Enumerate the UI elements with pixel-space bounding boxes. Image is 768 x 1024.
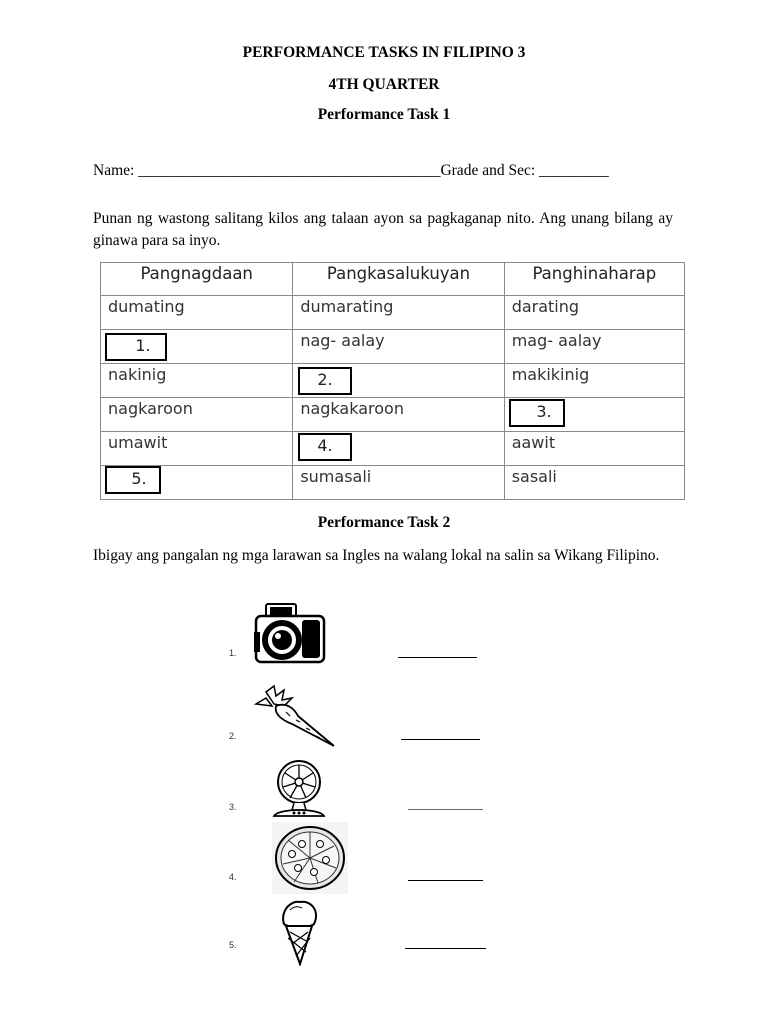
item-number: 5. [229, 940, 237, 950]
table-row [101, 466, 685, 500]
item-number: 4. [229, 872, 237, 882]
document-title: PERFORMANCE TASKS IN FILIPINO 3 [242, 44, 526, 61]
answer-box-label: 2. [317, 370, 333, 389]
item-number: 1. [229, 648, 237, 658]
table-cell: dumating [101, 296, 293, 330]
answer-box-label: 1. [135, 336, 151, 355]
header-pangkasalukuyan: Pangkasalukuyan [293, 263, 504, 296]
item-number: 3. [229, 802, 237, 812]
task1-heading: Performance Task 1 [317, 106, 451, 123]
answer-line-2[interactable] [401, 739, 480, 740]
table-row [101, 296, 685, 330]
table-cell: sumasali [293, 466, 504, 500]
table-cell: makikinig [504, 364, 684, 398]
table-row [101, 398, 685, 432]
fan-icon [266, 758, 332, 820]
camera-icon [252, 602, 332, 670]
quarter-heading: 4TH QUARTER [328, 76, 440, 93]
header-pangnagdaan: Pangnagdaan [101, 263, 293, 296]
task2-heading: Performance Task 2 [317, 514, 451, 531]
grade-label: Grade and Sec: [440, 162, 536, 179]
answer-line-3[interactable] [408, 809, 483, 810]
name-line [93, 162, 609, 180]
header-panghinaharap: Panghinaharap [504, 263, 684, 296]
answer-box-2[interactable] [298, 367, 352, 395]
table-cell: nagkaroon [101, 398, 293, 432]
ice-cream-icon [276, 898, 322, 966]
table-cell: dumarating [293, 296, 504, 330]
table-row [101, 432, 685, 466]
carrot-icon [252, 684, 338, 750]
table-cell: mag- aalay [504, 330, 684, 364]
verb-tense-table [100, 262, 685, 500]
table-cell: nakinig [101, 364, 293, 398]
answer-box-5[interactable] [105, 466, 161, 494]
grade-field[interactable]: _________ [539, 162, 609, 179]
table-cell: sasali [504, 466, 684, 500]
answer-box-1[interactable] [105, 333, 167, 361]
table-row [101, 330, 685, 364]
task1-instructions: Punan ng wastong salitang kilos ang talaan ayon sa pagkaganap nito. Ang unang bilang ay ginawa para sa inyo. [93, 210, 673, 249]
answer-box-label: 3. [536, 402, 552, 421]
answer-box-label: 5. [131, 469, 147, 488]
answer-box-4[interactable] [298, 433, 352, 461]
pizza-icon [272, 822, 348, 894]
table-cell: umawit [101, 432, 293, 466]
name-label: Name: [93, 162, 135, 179]
table-cell: nagkakaroon [293, 398, 504, 432]
answer-line-1[interactable] [398, 657, 477, 658]
table-cell: nag- aalay [293, 330, 504, 364]
table-cell: darating [504, 296, 684, 330]
answer-line-5[interactable] [405, 948, 486, 949]
name-field[interactable]: _______________________________________ [138, 162, 441, 179]
item-number: 2. [229, 731, 237, 741]
table-cell: aawit [504, 432, 684, 466]
answer-box-label: 4. [317, 436, 333, 455]
task2-instructions: Ibigay ang pangalan ng mga larawan sa Ingles na walang lokal na salin sa Wikang Filipino. [93, 547, 660, 564]
answer-line-4[interactable] [408, 880, 483, 881]
table-header-row [101, 263, 685, 296]
answer-box-3[interactable] [509, 399, 565, 427]
table-row [101, 364, 685, 398]
